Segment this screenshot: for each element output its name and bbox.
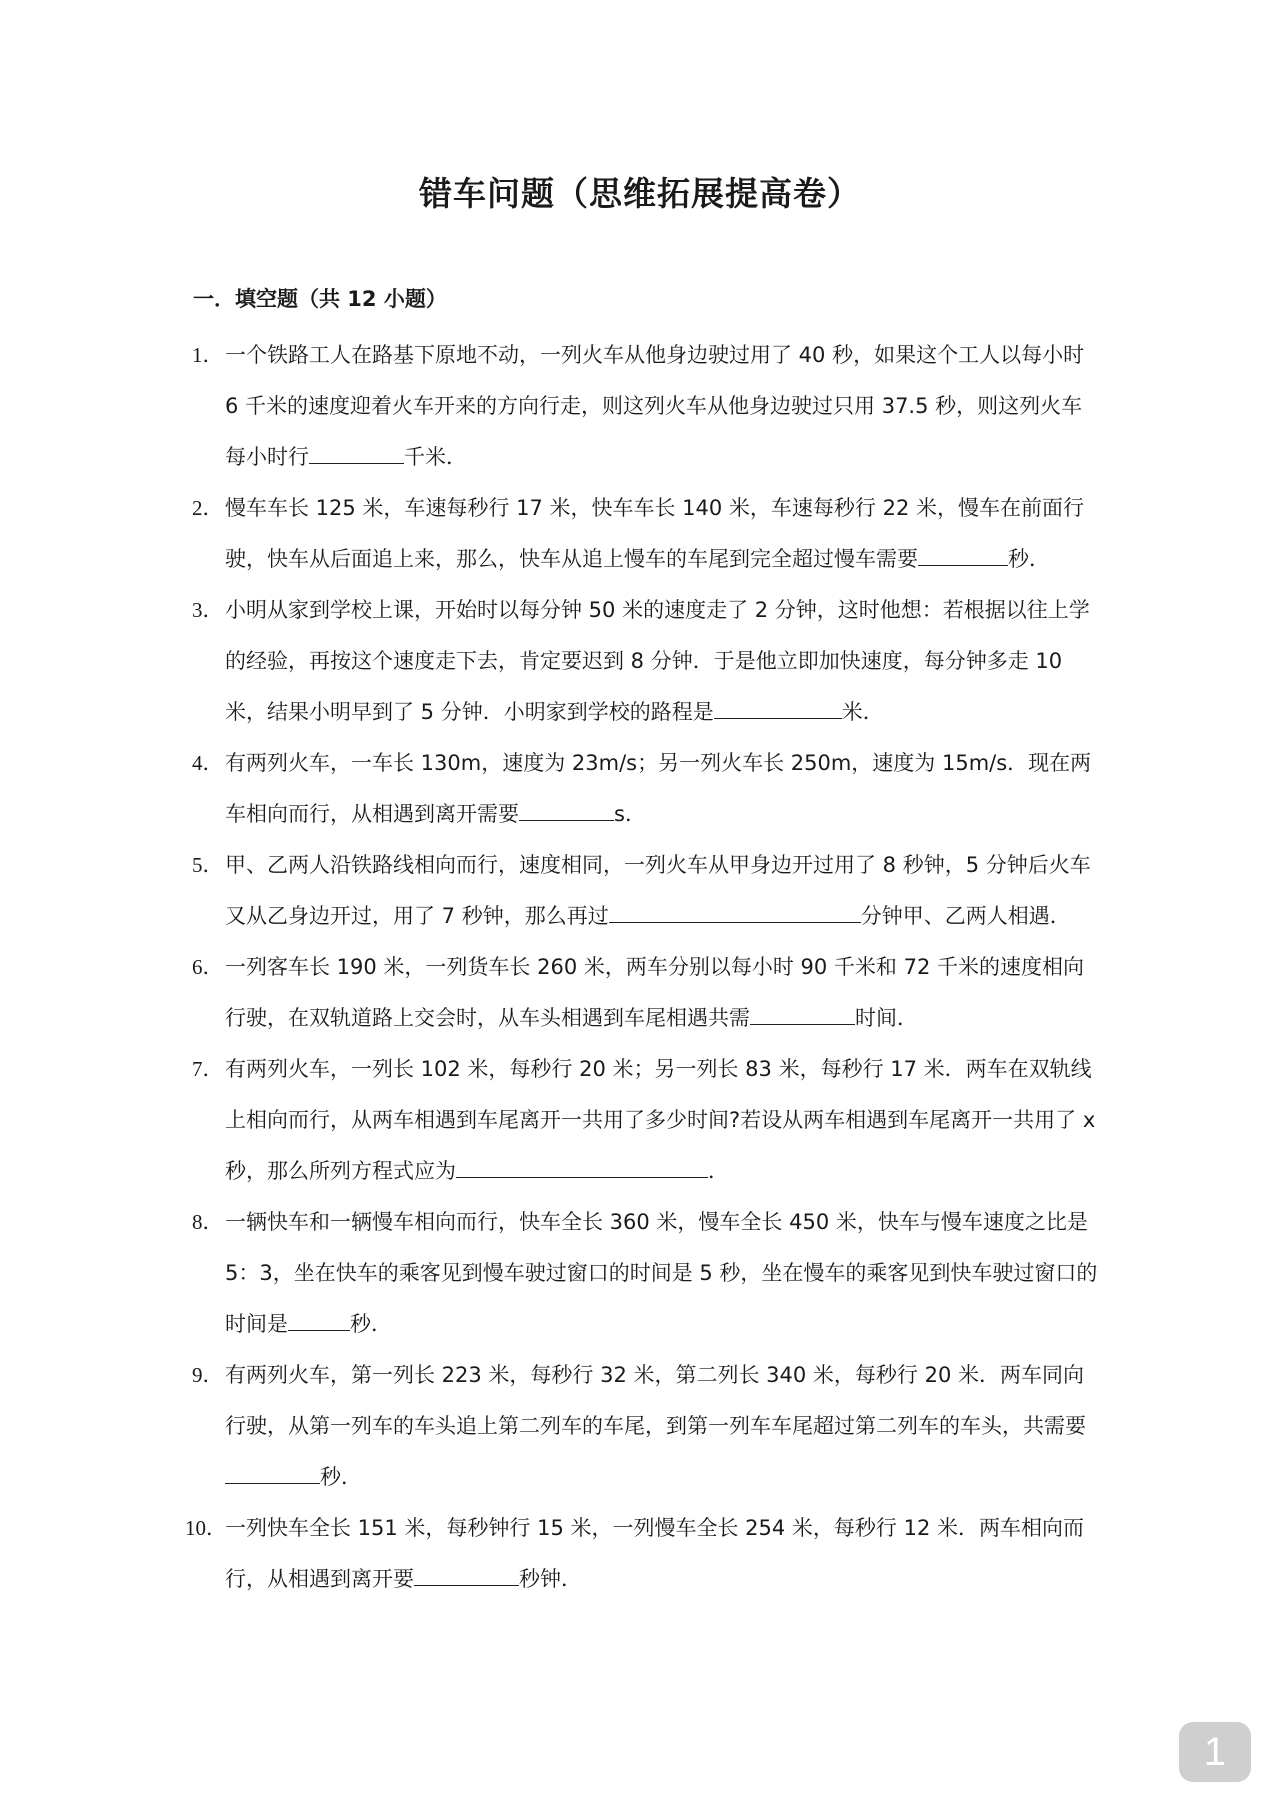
question-text: 有两列火车，一列长 102 米，每秒行 20 米；另一列长 83 米，每秒行 17 米．两车在双轨线上相向而行，从两车相遇到车尾离开一共用了多少时间?若设从两车相遇到车尾离开一共用了 x 秒，那么所列方程式应为	[225, 1057, 1096, 1183]
question-text-tail: ．	[708, 1159, 729, 1183]
question-text: 一个铁路工人在路基下原地不动，一列火车从他身边驶过用了 40 秒，如果这个工人以每小时 6 千米的速度迎着火车开来的方向行走，则这列火车从他身边驶过只用 37.5 秒，则这列火车每小时行	[225, 343, 1085, 469]
question-5	[192, 840, 1102, 942]
question-number: 4．	[192, 751, 224, 775]
question-text-tail: 秒．	[350, 1312, 392, 1336]
question-text: 一列客车长 190 米，一列货车长 260 米，两车分别以每小时 90 千米和 72 千米的速度相向行驶，在双轨道路上交会时，从车头相遇到车尾相遇共需	[225, 955, 1085, 1030]
answer-blank[interactable]	[918, 545, 1008, 566]
page-number-badge: 1	[1179, 1722, 1251, 1782]
question-2	[192, 483, 1102, 585]
question-text-tail: 秒．	[320, 1465, 362, 1489]
page-title: 错车问题（思维拓展提高卷）	[419, 174, 861, 213]
question-text-tail: 时间．	[855, 1006, 918, 1030]
answer-blank[interactable]	[225, 1463, 320, 1484]
answer-blank[interactable]	[456, 1157, 708, 1178]
answer-blank[interactable]	[309, 443, 404, 464]
question-number: 2．	[192, 496, 224, 520]
question-number: 7．	[192, 1057, 224, 1081]
question-text: 一辆快车和一辆慢车相向而行，快车全长 360 米，慢车全长 450 米，快车与慢车速度之比是 5：3，坐在快车的乘客见到慢车驶过窗口的时间是 5 秒，坐在慢车的乘客见到快车驶过窗口的时间是	[225, 1210, 1098, 1336]
answer-blank[interactable]	[714, 698, 842, 719]
question-text-tail: 千米．	[404, 445, 467, 469]
answer-blank[interactable]	[609, 902, 861, 923]
question-text-tail: 秒钟．	[519, 1567, 582, 1591]
question-number: 10．	[185, 1516, 227, 1540]
question-8	[192, 1197, 1102, 1350]
question-10	[185, 1503, 1102, 1605]
question-text: 慢车车长 125 米，车速每秒行 17 米，快车车长 140 米，车速每秒行 22 米，慢车在前面行驶，快车从后面追上来，那么，快车从追上慢车的车尾到完全超过慢车需要	[225, 496, 1085, 571]
question-text-tail: 秒．	[1008, 547, 1050, 571]
question-4	[192, 738, 1102, 840]
question-text: 有两列火车，第一列长 223 米，每秒行 32 米，第二列长 340 米，每秒行 20 米．两车同向行驶，从第一列车的车头追上第二列车的车尾，到第一列车车尾超过第二列车的车头，共需要	[225, 1363, 1086, 1438]
question-text-tail: 分钟甲、乙两人相遇．	[860, 904, 1071, 928]
question-text-tail: 米．	[841, 700, 884, 724]
answer-blank[interactable]	[288, 1310, 350, 1331]
question-text: 有两列火车，一车长 130m，速度为 23m/s；另一列火车长 250m，速度为 15m/s．现在两车相向而行，从相遇到离开需要	[225, 751, 1092, 826]
question-1	[192, 330, 1102, 483]
question-number: 9．	[192, 1363, 224, 1387]
question-7	[192, 1044, 1102, 1197]
question-number: 5．	[192, 853, 224, 877]
answer-blank[interactable]	[750, 1004, 855, 1025]
question-number: 3．	[192, 598, 224, 622]
question-text: 小明从家到学校上课，开始时以每分钟 50 米的速度走了 2 分钟，这时他想：若根据以往上学的经验，再按这个速度走下去，肯定要迟到 8 分钟．于是他立即加快速度，每分钟多走 10 米，结果小明早到了 5 分钟．小明家到学校的路程是	[225, 598, 1090, 724]
question-9	[192, 1350, 1102, 1503]
answer-blank[interactable]	[414, 1565, 519, 1586]
question-number: 8．	[192, 1210, 224, 1234]
answer-blank[interactable]	[519, 800, 614, 821]
question-6	[192, 942, 1102, 1044]
section-heading: 一．填空题（共 12 小题）	[193, 287, 447, 311]
question-text-tail: s．	[614, 802, 646, 826]
question-text: 甲、乙两人沿铁路线相向而行，速度相同，一列火车从甲身边开过用了 8 秒钟，5 分钟后火车又从乙身边开过，用了 7 秒钟，那么再过	[225, 853, 1091, 928]
question-3	[192, 585, 1102, 738]
question-list	[185, 330, 1102, 1605]
question-number: 1．	[192, 343, 224, 367]
question-number: 6．	[192, 955, 224, 979]
question-text: 一列快车全长 151 米，每秒钟行 15 米，一列慢车全长 254 米，每秒行 12 米．两车相向而行，从相遇到离开要	[225, 1516, 1085, 1591]
